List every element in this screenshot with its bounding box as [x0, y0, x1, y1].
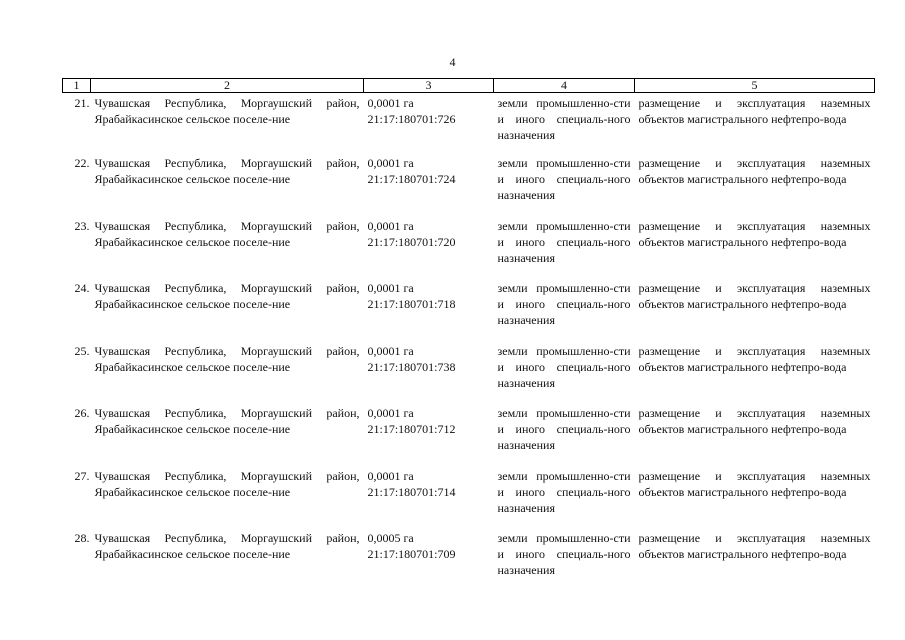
table-row	[63, 280, 875, 343]
cadastral-number: 21:17:180701:709	[367, 547, 456, 561]
land-category-cell: земли промышленно-сти и иного специаль-ного назначения	[497, 281, 631, 327]
table-row	[63, 155, 875, 218]
area-cell	[364, 218, 494, 281]
land-category-cell: земли промышленно-сти и иного специаль-ного назначения	[497, 218, 631, 265]
area-cell	[364, 530, 494, 593]
location-cell: Чувашская Республика, Моргаушский район, Ярабайкасинское сельское поселе-ние	[94, 406, 360, 436]
location-cell: Чувашская Республика, Моргаушский район, Ярабайкасинское сельское поселе-ние	[94, 156, 360, 186]
location-cell: Чувашская Республика, Моргаушский район, Ярабайкасинское сельское поселе-ние	[94, 281, 360, 311]
column-header: 3	[364, 79, 494, 93]
permitted-use-cell: размещение и эксплуатация наземных объектов магистрального нефтепро-вода	[638, 531, 871, 561]
column-header: 4	[494, 79, 635, 93]
area-cell	[364, 155, 494, 218]
area-value: 0,0001 га	[367, 96, 414, 110]
row-number: 25.	[74, 343, 90, 358]
area-cell	[364, 468, 494, 531]
cadastral-number: 21:17:180701:718	[367, 297, 456, 311]
table-row	[63, 468, 875, 531]
area-value: 0,0001 га	[367, 406, 414, 420]
cadastral-number: 21:17:180701:712	[367, 422, 456, 436]
area-value: 0,0001 га	[367, 343, 414, 358]
permitted-use-cell: размещение и эксплуатация наземных объектов магистрального нефтепро-вода	[638, 343, 871, 374]
area-value: 0,0001 га	[367, 281, 414, 295]
row-number: 28.	[74, 531, 90, 545]
table-row	[63, 530, 875, 593]
row-number: 23.	[74, 218, 90, 233]
column-header: 1	[63, 79, 91, 93]
location-cell: Чувашская Республика, Моргаушский район, Ярабайкасинское сельское поселе-ние	[94, 468, 360, 499]
table-row	[63, 343, 875, 406]
land-category-cell: земли промышленно-сти и иного специаль-ного назначения	[497, 468, 631, 515]
row-number: 22.	[74, 156, 90, 170]
table-row	[63, 93, 875, 156]
page-number: 4	[449, 55, 456, 69]
cadastral-number: 21:17:180701:738	[367, 359, 456, 374]
area-cell	[364, 405, 494, 468]
location-cell: Чувашская Республика, Моргаушский район, Ярабайкасинское сельское поселе-ние	[94, 96, 360, 126]
permitted-use-cell: размещение и эксплуатация наземных объектов магистрального нефтепро-вода	[638, 281, 871, 311]
cadastral-number: 21:17:180701:714	[367, 484, 456, 499]
cadastral-number: 21:17:180701:726	[367, 112, 456, 126]
land-category-cell: земли промышленно-сти и иного специаль-ного назначения	[497, 406, 631, 452]
permitted-use-cell: размещение и эксплуатация наземных объектов магистрального нефтепро-вода	[638, 468, 871, 499]
land-plots-table	[62, 78, 875, 593]
table-row	[63, 218, 875, 281]
row-number: 21.	[74, 96, 90, 110]
area-cell	[364, 343, 494, 406]
area-cell	[364, 280, 494, 343]
land-category-cell: земли промышленно-сти и иного специаль-ного назначения	[497, 531, 631, 577]
land-category-cell: земли промышленно-сти и иного специаль-ного назначения	[497, 156, 631, 202]
table-header-row	[63, 79, 875, 93]
row-number: 26.	[74, 406, 90, 420]
column-header: 2	[91, 79, 364, 93]
permitted-use-cell: размещение и эксплуатация наземных объектов магистрального нефтепро-вода	[638, 96, 871, 126]
cadastral-number: 21:17:180701:724	[367, 172, 456, 186]
row-number: 24.	[74, 281, 90, 295]
area-value: 0,0001 га	[367, 468, 414, 483]
table-row	[63, 405, 875, 468]
row-number: 27.	[74, 468, 90, 483]
permitted-use-cell: размещение и эксплуатация наземных объектов магистрального нефтепро-вода	[638, 218, 871, 249]
land-category-cell: земли промышленно-сти и иного специаль-ного назначения	[497, 96, 631, 142]
area-cell	[364, 93, 494, 156]
column-header: 5	[635, 79, 875, 93]
location-cell: Чувашская Республика, Моргаушский район, Ярабайкасинское сельское поселе-ние	[94, 343, 360, 374]
location-cell: Чувашская Республика, Моргаушский район, Ярабайкасинское сельское поселе-ние	[94, 218, 360, 249]
permitted-use-cell: размещение и эксплуатация наземных объектов магистрального нефтепро-вода	[638, 156, 871, 186]
area-value: 0,0001 га	[367, 156, 414, 170]
area-value: 0,0001 га	[367, 218, 414, 233]
land-category-cell: земли промышленно-сти и иного специаль-ного назначения	[497, 343, 631, 390]
area-value: 0,0005 га	[367, 531, 414, 545]
permitted-use-cell: размещение и эксплуатация наземных объектов магистрального нефтепро-вода	[638, 406, 871, 436]
cadastral-number: 21:17:180701:720	[367, 234, 456, 249]
location-cell: Чувашская Республика, Моргаушский район, Ярабайкасинское сельское поселе-ние	[94, 531, 360, 561]
